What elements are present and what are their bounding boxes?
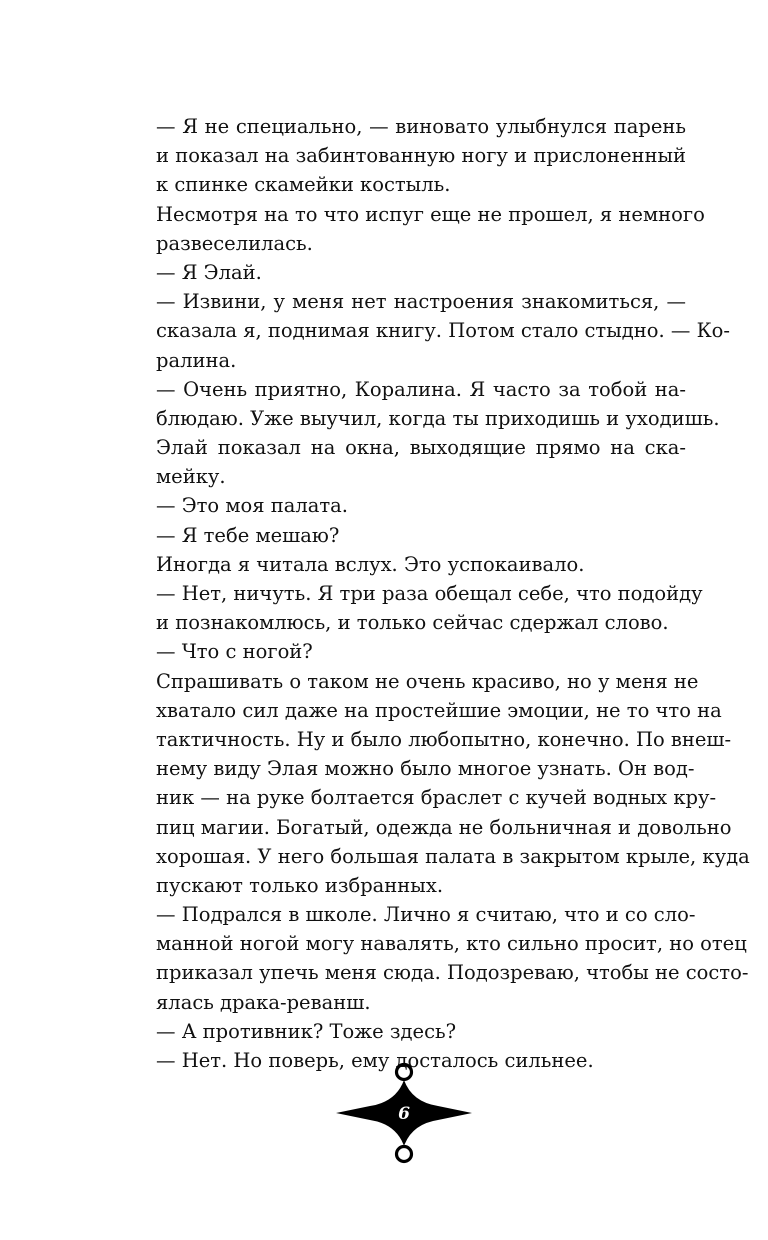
text-line: пиц магии. Богатый, одежда не больничная и довольно: [156, 815, 732, 839]
text-line: пускают только избранных.: [156, 873, 444, 897]
text-line: манной ногой могу навалять, кто сильно просит, но отец: [156, 932, 747, 956]
text-line: развеселилась.: [156, 231, 313, 255]
text-line: и показал на забинтованную ногу и прислоненный: [156, 144, 686, 168]
text-line: ялась драка-реванш.: [156, 990, 371, 1014]
text-line: — Нет. Но поверь, ему досталось сильнее.: [156, 1049, 594, 1072]
text-line: — Извини, у меня нет настроения знакомиться, —: [156, 290, 686, 314]
star-ornament-icon: [334, 1058, 474, 1168]
text-line: нему виду Элая можно было многое узнать. Он вод-: [156, 757, 695, 781]
text-line: ралина.: [156, 348, 237, 372]
text-line: — Что с ногой?: [156, 640, 313, 664]
text-line: к спинке скамейки костыль.: [156, 173, 451, 197]
text-line: Иногда я читала вслух. Это успокаивало.: [156, 552, 585, 576]
text-line: — Подрался в школе. Лично я считаю, что и со сло-: [156, 903, 696, 927]
page-number-ornament: [334, 1058, 474, 1168]
text-line: хорошая. У него большая палата в закрытом крыле, куда: [156, 844, 750, 868]
text-line: Несмотря на то что испуг еще не прошел, я немного: [156, 202, 705, 226]
text-line: — Я Элай.: [156, 260, 262, 284]
text-line: — Очень приятно, Коралина. Я часто за тобой на-: [156, 377, 686, 401]
text-line: блюдаю. Уже выучил, когда ты приходишь и уходишь.: [156, 406, 720, 430]
text-line: — Нет, ничуть. Я три раза обещал себе, что подойду: [156, 582, 703, 605]
ring-bottom-icon: [397, 1147, 412, 1162]
text-line: — Я не специально, — виновато улыбнулся парень: [156, 115, 686, 138]
page-number: 6: [398, 1104, 410, 1124]
text-line: и познакомлюсь, и только сейчас сдержал слово.: [156, 611, 669, 635]
text-line: мейку.: [156, 465, 226, 489]
body-text: [156, 112, 750, 1075]
text-line: хватало сил даже на простейшие эмоции, не то что на: [156, 698, 722, 722]
text-line: приказал упечь меня сюда. Подозреваю, чтобы не состо-: [156, 961, 749, 985]
ring-top-icon: [397, 1065, 412, 1080]
text-line: Элай показал на окна, выходящие прямо на ска-: [156, 436, 686, 460]
text-line: Спрашивать о таком не очень красиво, но у меня не: [156, 669, 699, 693]
text-line: — Это моя палата.: [156, 494, 349, 518]
text-line: тактичность. Ну и было любопытно, конечно. По внеш-: [156, 727, 732, 751]
text-line: — Я тебе мешаю?: [156, 523, 340, 547]
text-line: — А противник? Тоже здесь?: [156, 1019, 457, 1043]
text-line: ник — на руке болтается браслет с кучей водных кру-: [156, 786, 717, 810]
text-line: сказала я, поднимая книгу. Потом стало стыдно. — Ко-: [156, 319, 730, 343]
